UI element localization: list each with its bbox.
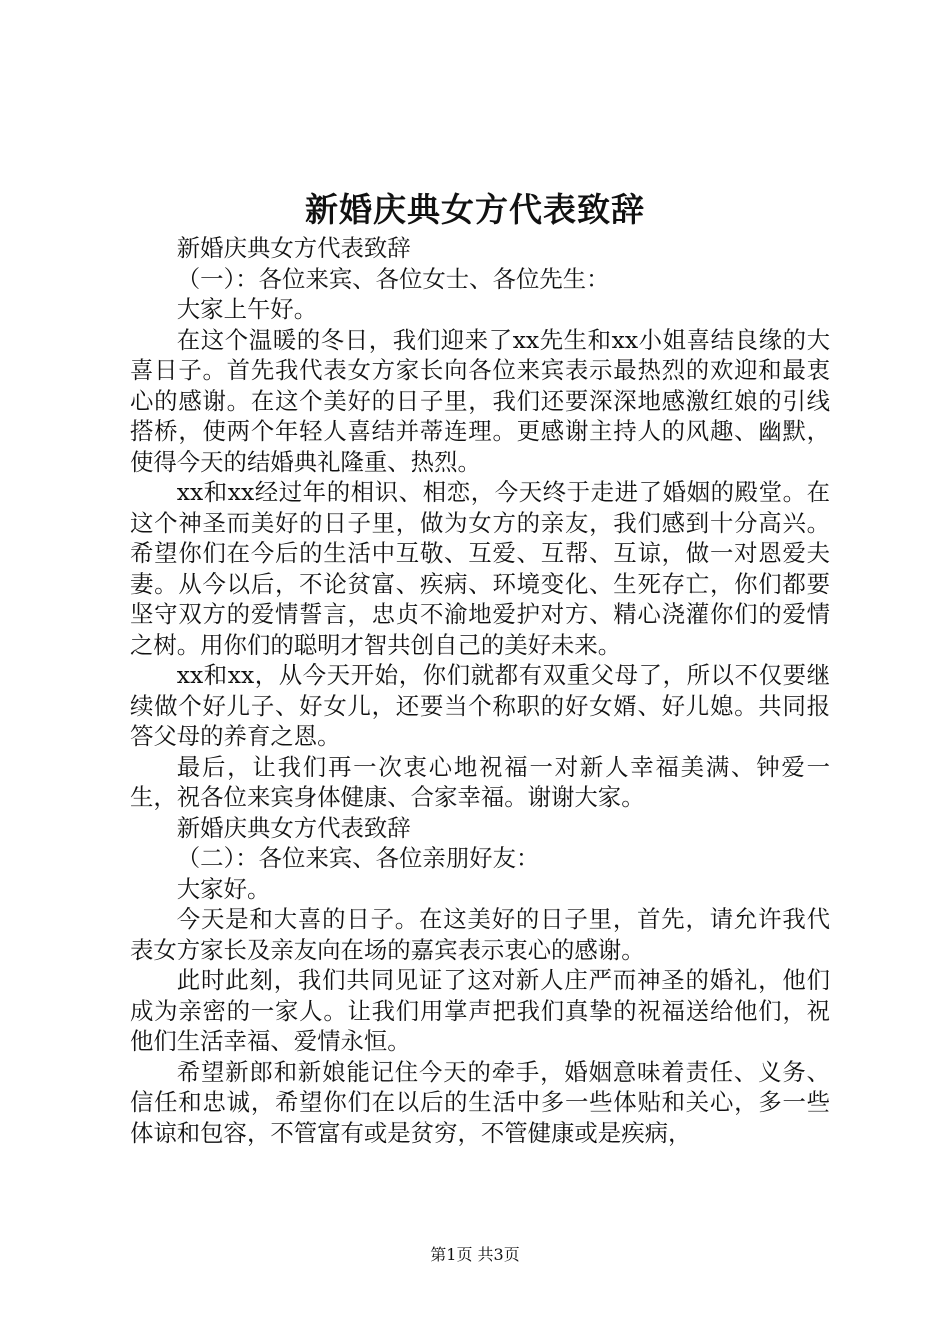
greeting: 大家上午好。 xyxy=(176,295,318,323)
salutation: （二）：各位来宾、各位亲朋好友： xyxy=(176,844,540,872)
body-paragraph: xx和xx经过年的相识、相恋，今天终于走进了婚姻的殿堂。在这个神圣而美好的日子里，做为女方的亲友，我们感到十分高兴。希望你们在今后的生活中互敬、互爱、互帮、互谅，做一对恩爱夫妻。从今以后，不论贫富、疾病、环境变化、生死存亡，你们都要坚守双方的爱情誓言，忠贞不渝地爱护对方、精心浇灌你们的爱情之树。用你们的聪明才智共创自己的美好未来。 xyxy=(130,478,830,659)
salutation: （一）：各位来宾、各位女士、各位先生： xyxy=(176,264,610,293)
section-heading: 新婚庆典女方代表致辞 xyxy=(176,234,411,262)
document-body xyxy=(130,233,830,1148)
body-paragraph: 在这个温暖的冬日，我们迎来了xx先生和xx小姐喜结良缘的大喜日子。首先我代表女方家长向各位来宾表示最热烈的欢迎和最衷心的感谢。在这个美好的日子里，我们还要深深地感激红娘的引线搭桥，使两个年轻人喜结并蒂连理。更感谢主持人的风趣、幽默，使得今天的结婚典礼隆重、热烈。 xyxy=(130,325,830,476)
page-footer: 第1页 共3页 xyxy=(430,1245,520,1264)
document-title: 新婚庆典女方代表致辞 xyxy=(305,190,645,229)
body-paragraph: 最后，让我们再一次衷心地祝福一对新人幸福美满、钟爱一生，祝各位来宾身体健康、合家幸福。谢谢大家。 xyxy=(130,752,830,811)
section-heading: 新婚庆典女方代表致辞 xyxy=(176,813,411,842)
body-paragraph: xx和xx，从今天开始，你们就都有双重父母了，所以不仅要继续做个好儿子、好女儿，还要当个称职的好女婿、好儿媳。共同报答父母的养育之恩。 xyxy=(130,661,830,750)
greeting: 大家好。 xyxy=(176,874,271,903)
body-paragraph: 希望新郎和新娘能记住今天的牵手，婚姻意味着责任、义务、信任和忠诚，希望你们在以后的生活中多一些体贴和关心，多一些体谅和包容，不管富有或是贫穷，不管健康或是疾病， xyxy=(130,1057,830,1147)
body-paragraph: 今天是和大喜的日子。在这美好的日子里，首先，请允许我代表女方家长及亲友向在场的嘉宾表示衷心的感谢。 xyxy=(130,905,830,964)
body-paragraph: 此时此刻，我们共同见证了这对新人庄严而神圣的婚礼，他们成为亲密的一家人。让我们用掌声把我们真挚的祝福送给他们，祝他们生活幸福、爱情永恒。 xyxy=(130,966,830,1055)
